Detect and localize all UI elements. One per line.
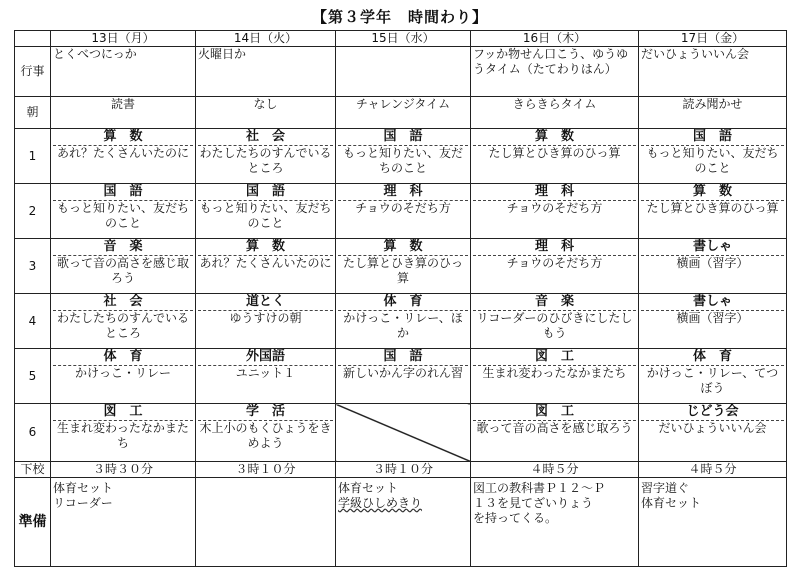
dismissal-time: ３時３０分	[51, 462, 196, 478]
subject: 図 工	[53, 404, 193, 421]
row-label-prep: 準備	[15, 478, 51, 567]
lesson-cell	[336, 349, 471, 404]
lesson-cell	[471, 349, 639, 404]
period-row-2	[15, 184, 787, 239]
subject: 国 語	[198, 184, 333, 201]
period-label: 2	[15, 184, 51, 239]
period-row-4	[15, 294, 787, 349]
dismissal-time: ４時５分	[471, 462, 639, 478]
prep-cell	[51, 478, 196, 567]
lesson-cell	[471, 129, 639, 184]
lesson-note: あれ？たくさんいたのに	[199, 256, 332, 270]
lesson-note: ユニット１	[235, 366, 296, 380]
row-label-dismissal: 下校	[15, 462, 51, 478]
subject: 算 数	[338, 239, 468, 256]
prep-line: 学級ひしめきり	[338, 496, 423, 510]
lesson-cell	[196, 129, 336, 184]
events-row	[15, 47, 787, 97]
event-cell	[336, 47, 471, 97]
no-class-cell	[336, 404, 471, 462]
lesson-cell	[196, 349, 336, 404]
period-label: 4	[15, 294, 51, 349]
row-label-morning: 朝	[15, 97, 51, 129]
subject: 体 育	[53, 349, 193, 366]
subject: 算 数	[53, 129, 193, 146]
lesson-note: だいひょういいん会	[658, 421, 767, 435]
period-row-1	[15, 129, 787, 184]
lesson-note: リコーダーのひびきにしたしもう	[476, 311, 633, 340]
subject: 道とく	[198, 294, 333, 311]
subject: 算 数	[473, 129, 636, 146]
period-row-5	[15, 349, 787, 404]
lesson-cell	[336, 184, 471, 239]
lesson-note: もっと知りたい、友だちのこと	[199, 201, 332, 230]
lesson-note: かけっこ・リレー、ほか	[343, 311, 463, 340]
morning-row	[15, 97, 787, 129]
header-row	[15, 31, 787, 47]
prep-line: 体育セット	[53, 481, 114, 495]
lesson-cell	[196, 294, 336, 349]
lesson-cell	[196, 239, 336, 294]
subject: 理 科	[473, 184, 636, 201]
corner-cell	[15, 31, 51, 47]
morning-cell: チャレンジタイム	[336, 97, 471, 129]
lesson-note: もっと知りたい、友だちのこと	[646, 146, 779, 175]
lesson-cell	[51, 404, 196, 462]
lesson-cell	[51, 129, 196, 184]
row-label-events: 行事	[15, 47, 51, 97]
lesson-cell	[471, 294, 639, 349]
subject: じどう会	[641, 404, 784, 421]
prep-line: 体育セット	[338, 481, 399, 495]
subject: 図 工	[473, 404, 636, 421]
lesson-note: 新しいかん字のれん習	[342, 366, 463, 380]
subject: 音 楽	[53, 239, 193, 256]
lesson-cell	[336, 129, 471, 184]
prep-line: 体育セット	[641, 496, 702, 510]
lesson-cell	[336, 294, 471, 349]
lesson-cell	[51, 294, 196, 349]
lesson-note: かけっこ・リレー	[74, 366, 171, 380]
subject: 外国語	[198, 349, 333, 366]
dismissal-time: ４時５分	[639, 462, 787, 478]
lesson-cell	[639, 184, 787, 239]
lesson-cell	[639, 404, 787, 462]
morning-cell: 読書	[51, 97, 196, 129]
prep-line: リコーダー	[53, 496, 113, 510]
subject: 書しゃ	[641, 294, 784, 311]
subject: 社 会	[198, 129, 333, 146]
period-label: 5	[15, 349, 51, 404]
dismissal-time: ３時１０分	[336, 462, 471, 478]
day-header: 13日（月）	[51, 31, 196, 47]
period-label: 6	[15, 404, 51, 462]
lesson-note: もっと知りたい、友だちのこと	[342, 146, 463, 175]
event-cell: 火曜日か	[196, 47, 336, 97]
lesson-note: 横画（習字）	[676, 311, 749, 325]
event-cell: とくべつにっか	[51, 47, 196, 97]
subject: 体 育	[641, 349, 784, 366]
lesson-cell	[336, 239, 471, 294]
lesson-cell	[471, 239, 639, 294]
lesson-note: チョウのそだち方	[355, 201, 451, 215]
lesson-cell	[639, 349, 787, 404]
subject: 学 活	[198, 404, 333, 421]
lesson-cell	[639, 129, 787, 184]
morning-cell: きらきらタイム	[471, 97, 639, 129]
lesson-note: チョウのそだち方	[506, 256, 603, 270]
subject: 国 語	[641, 129, 784, 146]
period-label: 1	[15, 129, 51, 184]
lesson-cell	[471, 184, 639, 239]
timetable	[14, 30, 787, 567]
day-header: 17日（金）	[639, 31, 787, 47]
prep-cell	[336, 478, 471, 567]
prep-cell	[196, 478, 336, 567]
subject: 体 育	[338, 294, 468, 311]
dismissal-row	[15, 462, 787, 478]
lesson-cell	[51, 349, 196, 404]
morning-cell: なし	[196, 97, 336, 129]
morning-cell: 読み聞かせ	[639, 97, 787, 129]
subject: 理 科	[338, 184, 468, 201]
lesson-note: ゆうすけの朝	[229, 311, 302, 325]
lesson-note: チョウのそだち方	[506, 201, 603, 215]
subject: 算 数	[641, 184, 784, 201]
lesson-cell	[639, 294, 787, 349]
prep-cell	[639, 478, 787, 567]
prep-row	[15, 478, 787, 567]
prep-cell	[471, 478, 639, 567]
subject: 国 語	[338, 129, 468, 146]
event-cell: だいひょういいん会	[639, 47, 787, 97]
period-label: 3	[15, 239, 51, 294]
subject: 算 数	[198, 239, 333, 256]
prep-line: １３を見てざいりょう	[473, 496, 594, 510]
prep-line: 習字道ぐ	[641, 481, 690, 495]
lesson-note: かけっこ・リレー、てつぼう	[646, 366, 779, 395]
lesson-note: 木上小のもくひょうをきめよう	[199, 421, 332, 450]
day-header: 14日（火）	[196, 31, 336, 47]
lesson-note: 生まれ変わったなかまたち	[57, 421, 189, 450]
lesson-cell	[196, 404, 336, 462]
page-title: 【第３学年 時間わり】	[311, 8, 488, 26]
subject: 書しゃ	[641, 239, 784, 256]
event-cell: フッか物せん口こう、ゆうゆうタイム（たてわりはん）	[471, 47, 639, 97]
subject: 社 会	[53, 294, 193, 311]
subject: 理 科	[473, 239, 636, 256]
lesson-cell	[196, 184, 336, 239]
lesson-note: 生まれ変わったなかまたち	[482, 366, 627, 380]
lesson-note: 歌って音の高さを感じ取ろう	[476, 421, 633, 435]
lesson-cell	[471, 404, 639, 462]
dismissal-time: ３時１０分	[196, 462, 336, 478]
lesson-note: たし算とひき算のひっ算	[342, 256, 463, 285]
subject: 国 語	[53, 184, 193, 201]
lesson-note: 歌って音の高さを感じ取ろう	[56, 256, 189, 285]
subject: 図 工	[473, 349, 636, 366]
lesson-note: あれ？たくさんいたのに	[56, 146, 189, 160]
lesson-cell	[639, 239, 787, 294]
lesson-note: たし算とひき算のひっ算	[646, 201, 779, 215]
period-row-6	[15, 404, 787, 462]
prep-line: 図工の教科書Ｐ１２～Ｐ	[473, 481, 606, 495]
lesson-note: もっと知りたい、友だちのこと	[56, 201, 189, 230]
lesson-note: 横画（習字）	[676, 256, 749, 270]
lesson-note: わたしたちのすんでいるところ	[56, 311, 189, 340]
lesson-cell	[51, 239, 196, 294]
day-header: 16日（木）	[471, 31, 639, 47]
subject: 音 楽	[473, 294, 636, 311]
prep-line: を持ってくる。	[473, 511, 558, 525]
lesson-note: わたしたちのすんでいるところ	[199, 146, 332, 175]
lesson-cell	[51, 184, 196, 239]
day-header: 15日（水）	[336, 31, 471, 47]
subject: 国 語	[338, 349, 468, 366]
lesson-note: たし算とひき算のひっ算	[488, 146, 621, 160]
period-row-3	[15, 239, 787, 294]
